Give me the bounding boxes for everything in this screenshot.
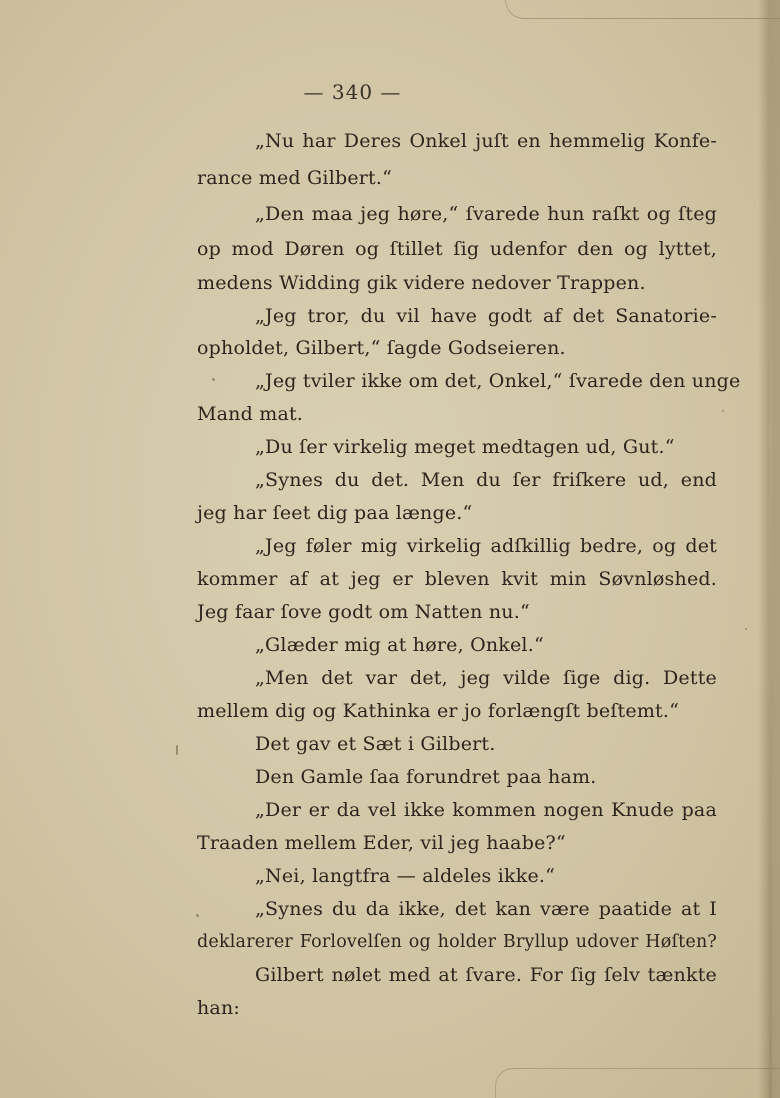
text-line: Jeg faar ſove godt om Natten nu.“ <box>197 601 530 623</box>
text-line: „Jeg føler mig virkelig adſkillig bedre, og det <box>255 535 717 557</box>
page-fold-top <box>505 0 780 19</box>
text-line: Mand mat. <box>197 403 304 425</box>
text-line: medens Widding gik videre nedover Trappen. <box>197 272 646 294</box>
paper-speck <box>212 378 215 381</box>
page-edge-line <box>769 0 772 1098</box>
text-line: „Glæder mig at høre, Onkel.“ <box>255 634 544 656</box>
text-line: Gilbert nølet med at ſvare. For ſig ſelv tænkte <box>255 964 717 986</box>
text-line: han: <box>197 997 241 1019</box>
text-line: „Nu har Deres Onkel juſt en hemmelig Konfe- <box>255 130 717 152</box>
text-line: „Der er da vel ikke kommen nogen Knude paa <box>255 799 717 821</box>
text-line: mellem dig og Kathinka er jo forlængſt beſtemt.“ <box>197 700 680 722</box>
text-line: op mod Døren og ſtillet ſig udenfor den og lyttet, <box>197 238 717 260</box>
text-line: deklarerer Forlovelſen og holder Bryllup udover Høſten? <box>197 932 717 952</box>
text-line: Det gav et Sæt i Gilbert. <box>255 733 496 755</box>
text-line: „Nei, langtfra — aldeles ikke.“ <box>255 865 556 887</box>
text-line: „Men det var det, jeg vilde ſige dig. Dette <box>255 667 717 689</box>
text-line: „Du ſer virkelig meget medtagen ud, Gut.“ <box>255 436 675 458</box>
paper-speck <box>745 628 747 630</box>
text-line: „Synes du da ikke, det kan være paatide at I <box>255 898 717 920</box>
page-fold-bottom <box>495 1068 780 1098</box>
text-line: kommer af at jeg er bleven kvit min Søvnløshed. <box>197 568 717 590</box>
paper-speck <box>176 745 178 755</box>
paper-speck <box>722 410 724 412</box>
text-line: „Jeg tror, du vil have godt af det Sanatorie- <box>255 305 717 327</box>
text-line: Traaden mellem Eder, vil jeg haabe?“ <box>197 832 566 854</box>
text-line: Den Gamle ſaa forundret paa ham. <box>255 766 597 788</box>
text-line: rance med Gilbert.“ <box>197 167 393 189</box>
text-line: opholdet, Gilbert,“ ſagde Godseieren. <box>197 337 566 359</box>
paper-speck <box>196 914 199 917</box>
text-line: „Synes du det. Men du ſer friſkere ud, end <box>255 469 717 491</box>
text-line: „Den maa jeg høre,“ ſvarede hun raſkt og ſteg <box>255 203 717 225</box>
text-line: „Jeg tviler ikke om det, Onkel,“ ſvarede den unge <box>255 370 741 392</box>
text-line: jeg har ſeet dig paa længe.“ <box>197 502 473 524</box>
page-number: — 340 — <box>303 80 402 104</box>
